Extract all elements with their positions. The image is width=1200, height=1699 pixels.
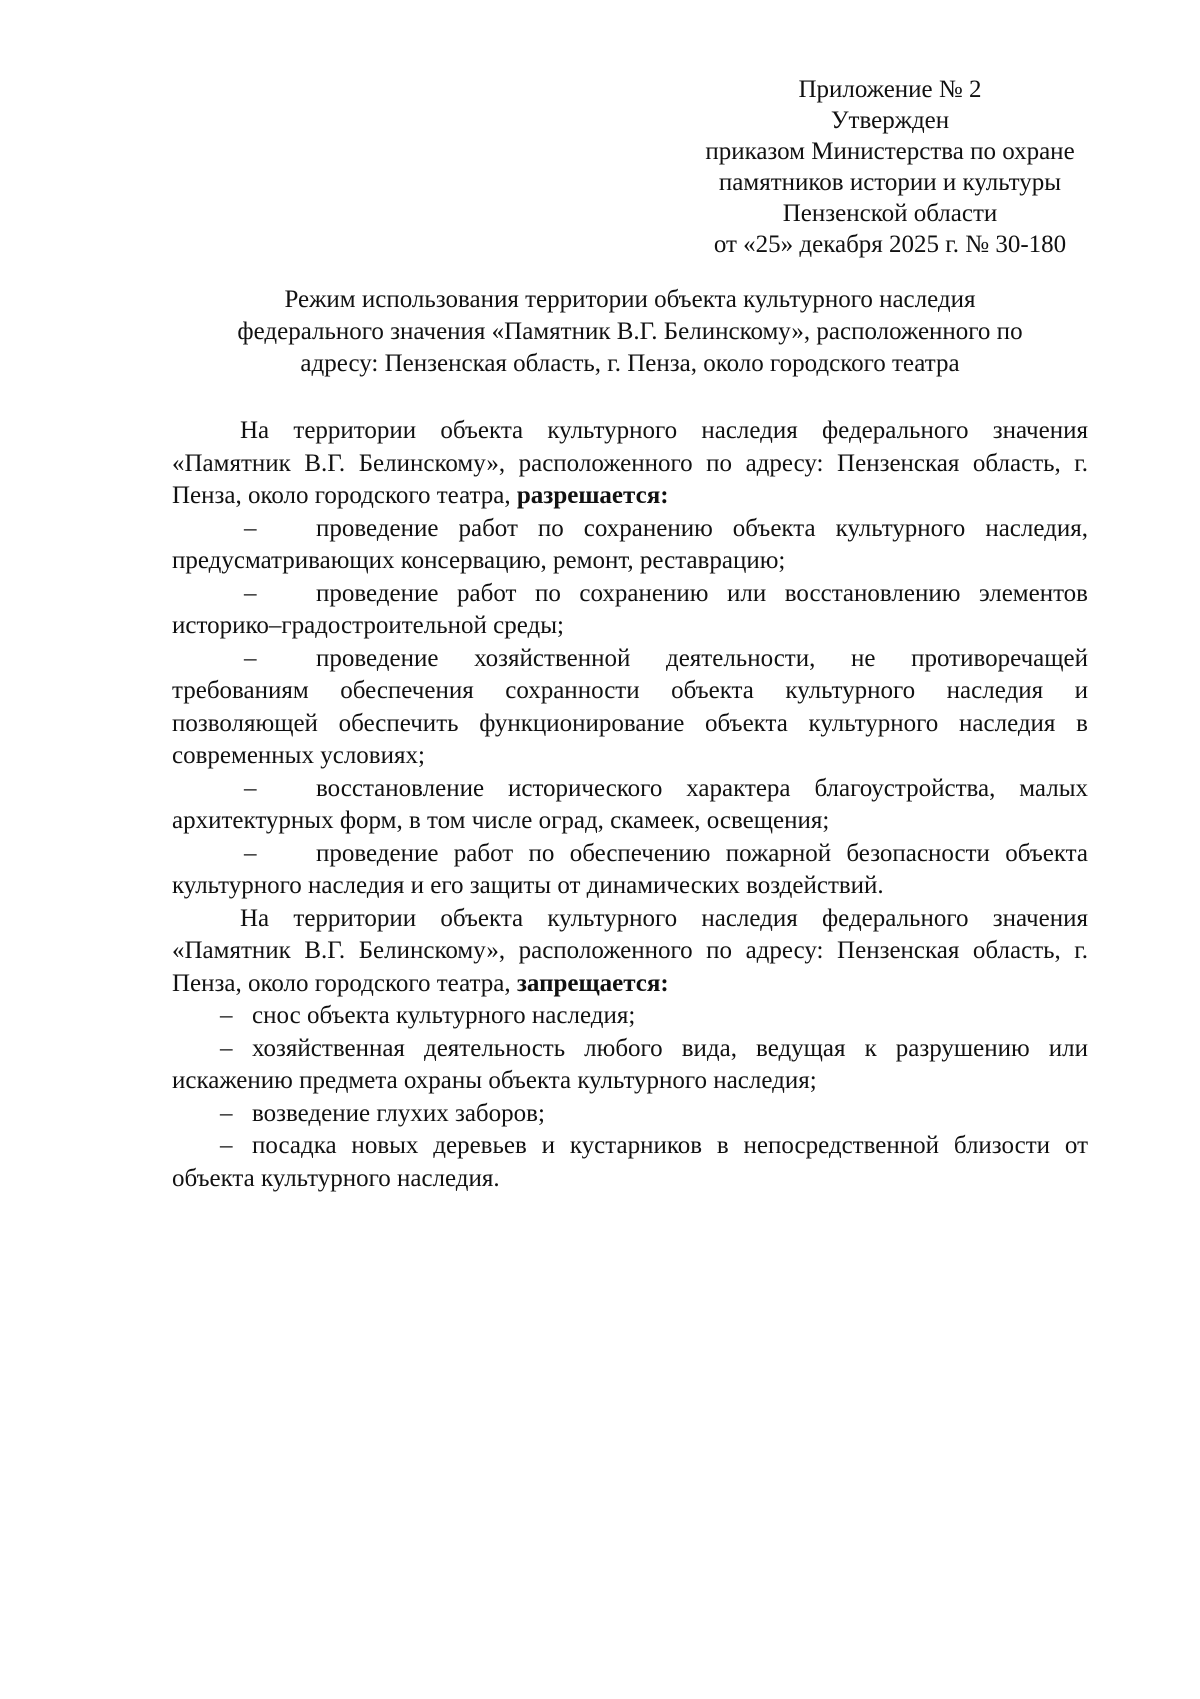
allowed-list-item <box>172 773 1088 838</box>
document-body <box>172 415 1088 1195</box>
list-item-text: снос объекта культурного наследия; <box>252 1002 636 1029</box>
allowed-keyword: разрешается: <box>516 482 669 509</box>
list-dash: – <box>244 579 257 607</box>
list-dash: – <box>244 774 257 802</box>
list-item-text: проведение хозяйственной деятельности, не противоречащей требованиям обеспечения сохранности объекта культурного наследия и позволяющей обеспечить функционирование объекта культурного наследия в современных условиях; <box>172 644 1088 769</box>
appendix-number: Приложение № 2 <box>798 76 982 103</box>
ministry-line: памятников истории и культуры <box>718 169 1062 196</box>
prohibited-intro <box>172 903 1088 1001</box>
list-item-text: восстановление исторического характера благоустройства, малых архитектурных форм, в том числе оград, скамеек, освещения; <box>172 774 1088 834</box>
approved-label: Утвержден <box>830 107 950 134</box>
prohibited-intro-text: На территории объекта культурного наследия федерального значения «Памятник В.Г. Белинскому», расположенного по адресу: Пензенская область, г. Пенза, около городского театра, <box>172 904 1088 997</box>
order-date-number: от «25» декабря 2025 г. № 30-180 <box>713 231 1067 258</box>
list-item-text: проведение работ по сохранению или восстановлению элементов историко–градостроительной среды; <box>172 579 1088 639</box>
list-item-text: проведение работ по обеспечению пожарной безопасности объекта культурного наследия и его защиты от динамических воздействий. <box>172 839 1088 899</box>
allowed-list-item <box>172 643 1088 773</box>
title-line: Режим использования территории объекта культурного наследия <box>284 286 976 313</box>
allowed-list-item <box>172 578 1088 643</box>
prohibited-keyword: запрещается: <box>516 969 669 997</box>
order-line: приказом Министерства по охране <box>705 138 1075 165</box>
prohibited-list-item <box>172 1000 1088 1033</box>
list-item-text: хозяйственная деятельность любого вида, ведущая к разрушению или искажению предмета охраны объекта культурного наследия; <box>172 1034 1088 1094</box>
allowed-list-item <box>172 513 1088 578</box>
region-line: Пензенской области <box>782 200 998 227</box>
list-item-text: проведение работ по сохранению объекта культурного наследия, предусматривающих консервацию, ремонт, реставрацию; <box>172 514 1088 574</box>
title-line: федерального значения «Памятник В.Г. Белинскому», расположенного по <box>237 318 1023 345</box>
allowed-list-item <box>172 838 1088 903</box>
title-line: адресу: Пензенская область, г. Пенза, около городского театра <box>300 350 960 377</box>
list-dash: – <box>244 839 257 867</box>
list-dash: – <box>220 1099 233 1127</box>
approval-block <box>690 74 1090 260</box>
list-dash: – <box>244 514 257 542</box>
list-dash: – <box>220 1132 233 1159</box>
list-dash: – <box>220 1002 233 1029</box>
prohibited-list-item <box>172 1033 1088 1098</box>
list-dash: – <box>244 644 257 672</box>
list-dash: – <box>220 1034 233 1062</box>
prohibited-list-item <box>172 1130 1088 1195</box>
list-item-text: посадка новых деревьев и кустарников в непосредственной близости от объекта культурного наследия. <box>172 1132 1088 1192</box>
list-item-text: возведение глухих заборов; <box>252 1099 545 1127</box>
allowed-intro <box>172 415 1088 513</box>
allowed-intro-text: На территории объекта культурного наследия федерального значения «Памятник В.Г. Белинскому», расположенного по адресу: Пензенская область, г. Пенза, около городского театра, <box>172 417 1088 509</box>
document-title <box>170 284 1090 380</box>
prohibited-list-item <box>172 1098 1088 1131</box>
